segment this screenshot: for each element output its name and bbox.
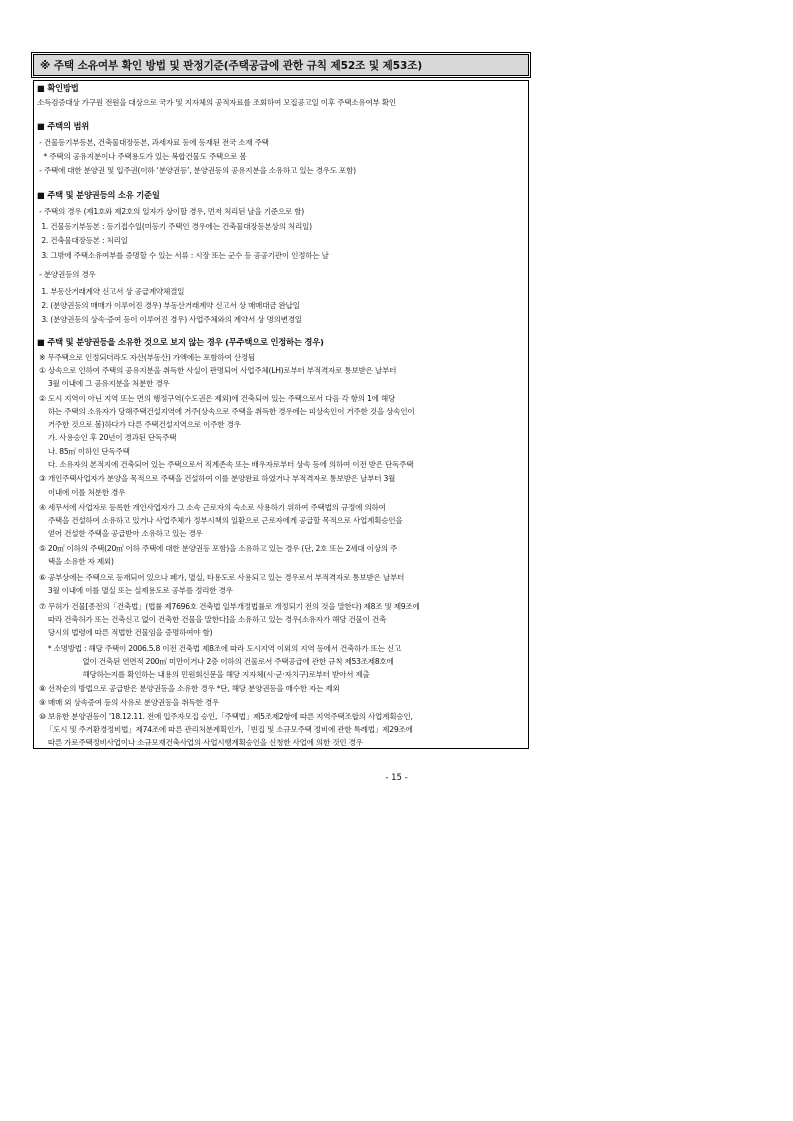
text-line: 1. 건물등기부등본 : 등기접수일(미등기 주택인 경우에는 건축물대장등본상의 처리일): [37, 222, 312, 231]
text-line: 2. 건축물대장등본 : 처리일: [37, 236, 128, 245]
text-line: 「도시 및 주거환경정비법」제74조에 따른 관리처분계획인가,「빈집 및 소규모주택 정비에 관한 특례법」제29조에: [37, 725, 413, 734]
text-line: ⑦ 무허가 건물[종전의「건축법」(법률 제7696호 건축법 일부개정법률로 개정되기 전의 것을 말한다) 제8조 및 제9조에: [37, 602, 420, 611]
text-line: - 주택의 경우 (제1호와 제2호의 일자가 상이할 경우, 먼저 처리된 날을 기준으로 함): [37, 207, 305, 216]
text-line: 3월 이내에 이를 멸실 또는 실제용도로 공부를 정리한 경우: [37, 586, 233, 595]
text-line: 소득검증대상 가구원 전원을 대상으로 국가 및 지자체의 공적자료를 조회하여 모집공고일 이후 주택소유여부 확인: [37, 98, 396, 107]
text-line: 이내에 이를 처분한 경우: [37, 488, 126, 497]
text-line: ④ 세무서에 사업자로 등록한 개인사업자가 그 소속 근로자의 숙소로 사용하기 위하여 주택법의 규정에 의하여: [37, 503, 386, 512]
text-line: - 분양권등의 경우: [37, 270, 96, 279]
text-line: 얻어 건설한 주택을 공급받아 소유하고 있는 경우: [37, 529, 203, 538]
title-box: [33, 54, 529, 76]
page-title: ※ 주택 소유여부 확인 방법 및 판정기준(주택공급에 관한 규칙 제52조 및 제53조): [40, 59, 423, 72]
text-line: ① 상속으로 인하여 주택의 공유지분을 취득한 사실이 판명되어 사업주체(LH)로부터 부적격자로 통보받은 날부터: [37, 366, 397, 375]
heading-no-house-cases: ■ 주택 및 분양권등을 소유한 것으로 보지 않는 경우 (무주택으로 인정하는 경우): [37, 337, 324, 347]
text-line: 당시의 법령에 따른 적법한 건물임을 증명하여야 함): [37, 628, 213, 637]
heading-ownership-date: ■ 주택 및 분양권등의 소유 기준일: [37, 190, 160, 200]
text-line: 3. 그밖에 주택소유여부를 증명할 수 있는 서류 : 시장 또는 군수 등 공공기관이 인정하는 날: [37, 251, 329, 260]
text-line: 주택을 건설하여 소유하고 있거나 사업주체가 정부시책의 일환으로 근로자에게 공급할 목적으로 사업계획승인을: [37, 516, 403, 525]
text-line: * 소명방법 : 해당 주택이 2006.5.8 이전 건축법 제8조에 따라 도시지역 이외의 지역 등에서 건축하가 또는 신고: [37, 644, 402, 653]
text-line: 없이 건축된 연면적 200㎡ 미만이거나 2층 이하의 건물로서 주택공급에 관한 규칙 제53조제8호에: [37, 657, 394, 666]
text-line: 거주한 것으로 봄)하다가 다른 주택건설지역으로 이주한 경우: [37, 420, 241, 429]
text-line: - 주택에 대한 분양권 및 입주권(이하 ‘분양권등’, 분양권등의 공유지분을 소유하고 있는 경우도 포함): [37, 166, 356, 175]
heading-housing-scope: ■ 주택의 범위: [37, 121, 90, 131]
text-line: ⑥ 공부상에는 주택으로 등재되어 있으나 폐가, 멸실, 타용도로 사용되고 있는 경우로서 부적격자로 통보받은 날부터: [37, 573, 405, 582]
text-line: 택을 소유한 자 제외): [37, 557, 114, 566]
text-line: 3월 이내에 그 공유지분을 처분한 경우: [37, 379, 170, 388]
text-line: 다. 소유자의 본적지에 건축되어 있는 주택으로서 직계존속 또는 배우자로부터 상속 등에 의하여 이전 받은 단독주택: [37, 460, 414, 469]
text-line: 따른 가로주택정비사업이나 소규모재건축사업의 사업시행계획승인을 신청한 사업에 의한 것인 경우: [37, 738, 363, 747]
text-line: 해당하는지를 확인하는 내용의 민원회신문을 해당 지자체(시·군·자치구)로부터 받아서 제출: [37, 670, 370, 679]
text-line: 하는 주택의 소유자가 당해주택건설지역에 거주(상속으로 주택을 취득한 경우에는 피상속인이 거주한 것을 상속인이: [37, 407, 415, 416]
text-line: ② 도시 지역이 아닌 지역 또는 면의 행정구역(수도권은 제외)에 건축되어 있는 주택으로서 다음 각 항의 1에 해당: [37, 394, 396, 403]
text-line: 3. (분양권등의 상속·증여 등이 이루어진 경우) 사업주체와의 계약서 상 명의변경일: [37, 315, 302, 324]
text-line: - 건물등기부등본, 건축물대장등본, 과세자료 등에 등재된 전국 소재 주택: [37, 138, 269, 147]
text-line: 가. 사용승인 후 20년이 경과된 단독주택: [37, 433, 177, 442]
text-line: ⑩ 보유한 분양권등이 '18.12.11. 전에 입주자모집 승인,「주택법」제5조제2항에 따른 지역주택조합의 사업계획승인,: [37, 712, 413, 721]
text-line: 1. 부동산거래계약 신고서 상 공급계약체결일: [37, 287, 185, 296]
text-line: 따라 건축허가 또는 건축신고 없이 건축한 건물을 말한다]을 소유하고 있는 경우(소유자가 해당 건물이 건축: [37, 615, 387, 624]
text-line: * 주택의 공유지분이나 주택용도가 있는 복합건물도 주택으로 봄: [37, 152, 247, 161]
text-line: 2. (분양권등의 매매가 이루어진 경우) 부동산거래계약 신고서 상 매매대금 완납일: [37, 301, 300, 310]
text-line: ⑧ 선착순의 방법으로 공급받은 분양권등을 소유한 경우 *단, 해당 분양권등을 매수한 자는 제외: [37, 684, 340, 693]
heading-check-method: ■ 확인방법: [37, 83, 79, 93]
page-number: - 15 -: [385, 773, 408, 783]
text-line: ⑤ 20㎡ 이하의 주택(20㎡ 이하 주택에 대한 분양권등 포함)을 소유하고 있는 경우 (단, 2호 또는 2세대 이상의 주: [37, 544, 398, 553]
text-line: ③ 개인주택사업자가 분양을 목적으로 주택을 건설하여 이를 분양완료 하였거나 부적격자로 통보받은 날부터 3월: [37, 474, 396, 483]
text-line: ※ 무주택으로 인정되더라도 자산(부동산) 가액에는 포함하여 산정됨: [37, 353, 255, 362]
text-line: 나. 85㎡ 이하인 단독주택: [37, 447, 130, 456]
text-line: ⑨ 매매 외 상속증여 등의 사유로 분양권등을 취득한 경우: [37, 698, 219, 707]
